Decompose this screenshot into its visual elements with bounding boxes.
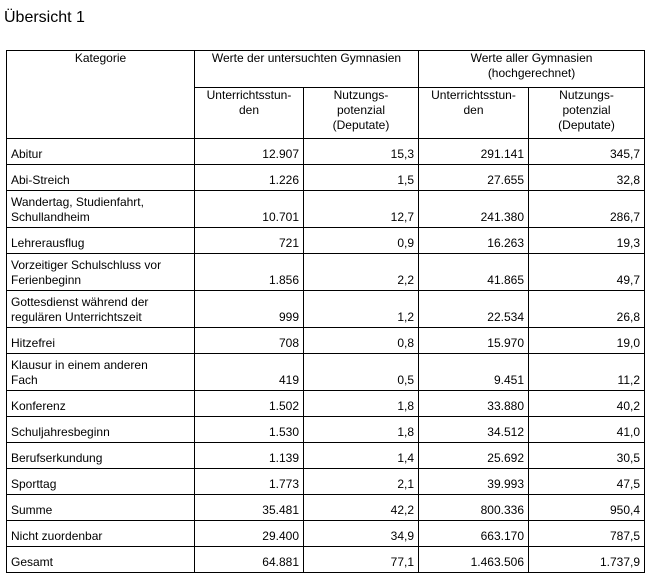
- value-deputate-untersucht: 15,3: [304, 139, 419, 165]
- value-deputate-untersucht: 34,9: [304, 521, 419, 547]
- table-row: [7, 547, 645, 573]
- header-group-alle-line2: (hochgerechnet): [487, 66, 576, 80]
- value-deputate-untersucht: 2,1: [304, 469, 419, 495]
- value-unterrichtsstunden-alle: 291.141: [419, 139, 529, 165]
- value-unterrichtsstunden-alle: 1.463.506: [419, 547, 529, 573]
- value-unterrichtsstunden-untersucht: 1.530: [195, 417, 304, 443]
- table-row: [7, 291, 645, 328]
- value-unterrichtsstunden-untersucht: 708: [195, 328, 304, 354]
- table-row: [7, 228, 645, 254]
- value-deputate-alle: 40,2: [529, 391, 645, 417]
- value-deputate-alle: 19,0: [529, 328, 645, 354]
- value-deputate-alle: 49,7: [529, 254, 645, 291]
- value-deputate-untersucht: 77,1: [304, 547, 419, 573]
- value-unterrichtsstunden-alle: 27.655: [419, 165, 529, 191]
- header-nutzungspotenzial-1: Nutzungs- potenzial (Deputate): [304, 88, 419, 139]
- value-deputate-untersucht: 42,2: [304, 495, 419, 521]
- value-unterrichtsstunden-untersucht: 29.400: [195, 521, 304, 547]
- value-unterrichtsstunden-untersucht: 35.481: [195, 495, 304, 521]
- value-deputate-alle: 286,7: [529, 191, 645, 228]
- value-unterrichtsstunden-untersucht: 1.502: [195, 391, 304, 417]
- row-category: Gesamt: [7, 547, 195, 573]
- value-unterrichtsstunden-alle: 16.263: [419, 228, 529, 254]
- value-unterrichtsstunden-untersucht: 1.856: [195, 254, 304, 291]
- value-unterrichtsstunden-untersucht: 10.701: [195, 191, 304, 228]
- value-unterrichtsstunden-alle: 15.970: [419, 328, 529, 354]
- value-unterrichtsstunden-alle: 33.880: [419, 391, 529, 417]
- row-category: Lehrerausflug: [7, 228, 195, 254]
- header-unterrichtsstunden-1: Unterrichtsstun- den: [195, 88, 304, 139]
- value-unterrichtsstunden-untersucht: 1.773: [195, 469, 304, 495]
- value-unterrichtsstunden-untersucht: 999: [195, 291, 304, 328]
- value-deputate-alle: 787,5: [529, 521, 645, 547]
- row-category: Konferenz: [7, 391, 195, 417]
- value-unterrichtsstunden-alle: 22.534: [419, 291, 529, 328]
- row-category: Wandertag, Studienfahrt, Schullandheim: [7, 191, 195, 228]
- value-deputate-untersucht: 1,4: [304, 443, 419, 469]
- value-deputate-untersucht: 0,9: [304, 228, 419, 254]
- table-row: [7, 495, 645, 521]
- row-category: Abitur: [7, 139, 195, 165]
- row-category: Gottesdienst während der regulären Unterrichtszeit: [7, 291, 195, 328]
- table-row: [7, 443, 645, 469]
- value-unterrichtsstunden-alle: 663.170: [419, 521, 529, 547]
- value-deputate-untersucht: 1,8: [304, 417, 419, 443]
- value-unterrichtsstunden-alle: 25.692: [419, 443, 529, 469]
- value-deputate-alle: 11,2: [529, 354, 645, 391]
- value-deputate-alle: 1.737,9: [529, 547, 645, 573]
- value-unterrichtsstunden-alle: 34.512: [419, 417, 529, 443]
- row-category: Klausur in einem anderen Fach: [7, 354, 195, 391]
- value-unterrichtsstunden-untersucht: 1.139: [195, 443, 304, 469]
- value-unterrichtsstunden-untersucht: 419: [195, 354, 304, 391]
- value-deputate-alle: 30,5: [529, 443, 645, 469]
- header-group-untersuchte: Werte der untersuchten Gymnasien: [195, 51, 419, 88]
- value-deputate-untersucht: 2,2: [304, 254, 419, 291]
- row-category: Nicht zuordenbar: [7, 521, 195, 547]
- value-unterrichtsstunden-untersucht: 1.226: [195, 165, 304, 191]
- value-deputate-untersucht: 1,2: [304, 291, 419, 328]
- header-nutzungspotenzial-2: Nutzungs- potenzial (Deputate): [529, 88, 645, 139]
- value-unterrichtsstunden-alle: 39.993: [419, 469, 529, 495]
- value-deputate-alle: 47,5: [529, 469, 645, 495]
- table-row: [7, 191, 645, 228]
- table-row: [7, 139, 645, 165]
- header-group-alle-line1: Werte aller Gymnasien: [470, 51, 593, 65]
- value-deputate-untersucht: 1,5: [304, 165, 419, 191]
- row-category: Sporttag: [7, 469, 195, 495]
- page-title: Übersicht 1: [4, 9, 85, 26]
- row-category: Vorzeitiger Schulschluss vor Ferienbeginn: [7, 254, 195, 291]
- table-row: [7, 165, 645, 191]
- value-unterrichtsstunden-untersucht: 721: [195, 228, 304, 254]
- row-category: Summe: [7, 495, 195, 521]
- table-row: [7, 328, 645, 354]
- header-group-alle: [419, 51, 645, 88]
- table-body: [7, 139, 645, 573]
- overview-table: [6, 50, 645, 573]
- table-row: [7, 391, 645, 417]
- value-unterrichtsstunden-untersucht: 12.907: [195, 139, 304, 165]
- header-kategorie: Kategorie: [7, 51, 195, 139]
- row-category: Schuljahresbeginn: [7, 417, 195, 443]
- value-unterrichtsstunden-alle: 41.865: [419, 254, 529, 291]
- value-unterrichtsstunden-alle: 241.380: [419, 191, 529, 228]
- value-deputate-untersucht: 12,7: [304, 191, 419, 228]
- value-unterrichtsstunden-untersucht: 64.881: [195, 547, 304, 573]
- value-unterrichtsstunden-alle: 9.451: [419, 354, 529, 391]
- value-deputate-alle: 345,7: [529, 139, 645, 165]
- value-deputate-untersucht: 0,5: [304, 354, 419, 391]
- row-category: Abi-Streich: [7, 165, 195, 191]
- value-deputate-alle: 950,4: [529, 495, 645, 521]
- table-row: [7, 354, 645, 391]
- row-category: Berufserkundung: [7, 443, 195, 469]
- table-row: [7, 417, 645, 443]
- header-unterrichtsstunden-2: Unterrichtsstun- den: [419, 88, 529, 139]
- table-row: [7, 469, 645, 495]
- value-unterrichtsstunden-alle: 800.336: [419, 495, 529, 521]
- value-deputate-untersucht: 0,8: [304, 328, 419, 354]
- table-row: [7, 254, 645, 291]
- value-deputate-alle: 26,8: [529, 291, 645, 328]
- value-deputate-alle: 41,0: [529, 417, 645, 443]
- row-category: Hitzefrei: [7, 328, 195, 354]
- value-deputate-untersucht: 1,8: [304, 391, 419, 417]
- value-deputate-alle: 19,3: [529, 228, 645, 254]
- table-row: [7, 521, 645, 547]
- value-deputate-alle: 32,8: [529, 165, 645, 191]
